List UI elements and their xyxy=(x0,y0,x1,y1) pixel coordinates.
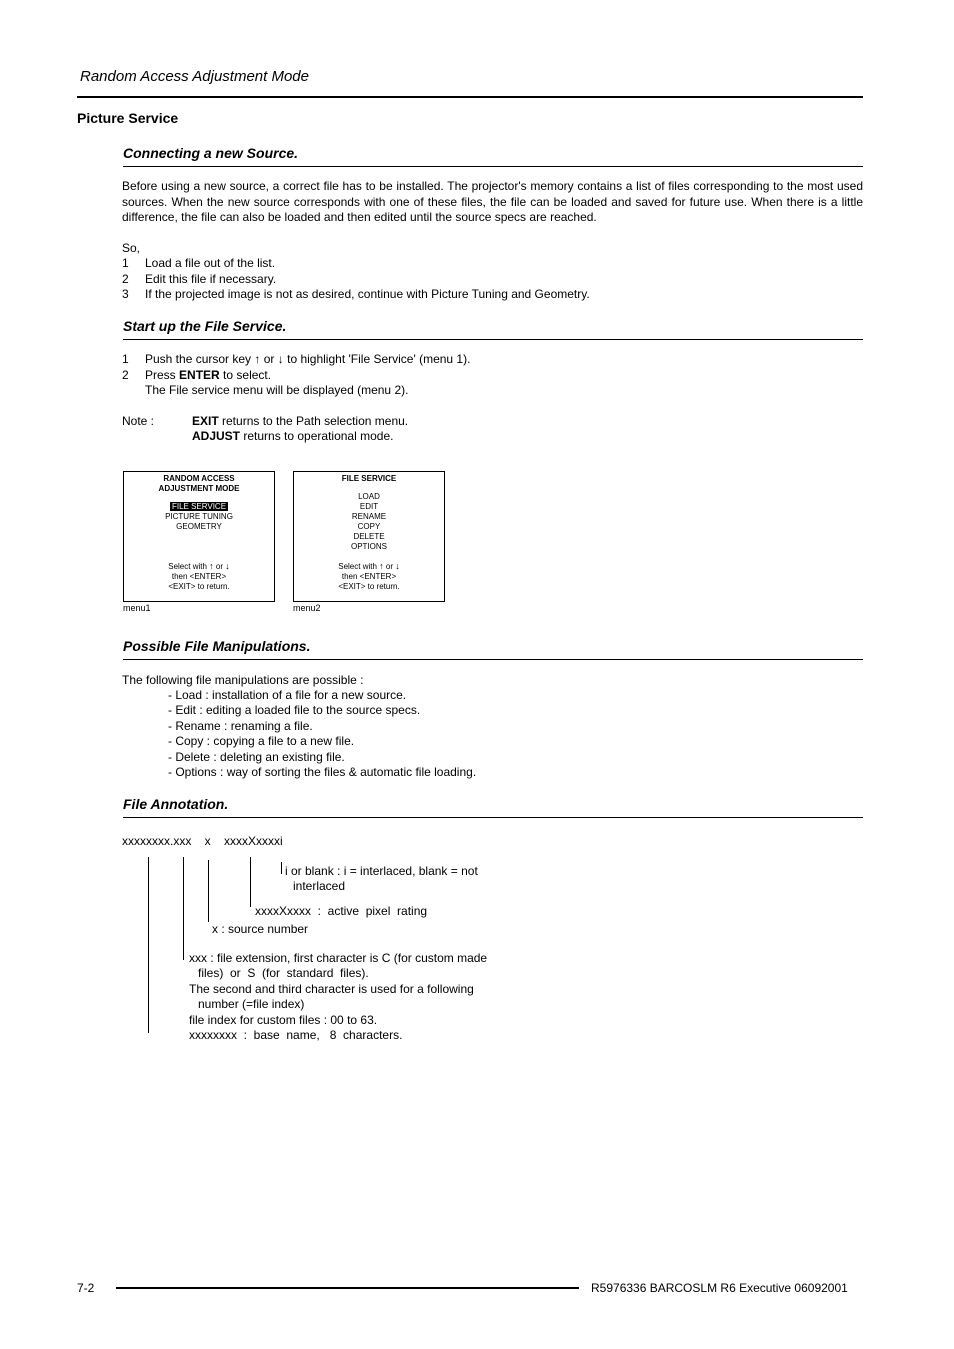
bracket-base-name xyxy=(148,857,149,1033)
exit-key: EXIT xyxy=(192,414,219,428)
menu2-item-options: OPTIONS xyxy=(350,542,387,551)
startup-rule xyxy=(123,339,863,340)
startup-step-2-cont: The File service menu will be displayed (menu 2). xyxy=(145,383,409,397)
step-text: Push the cursor key xyxy=(145,352,252,366)
menu2-item-edit: EDIT xyxy=(359,502,379,511)
anno-ext-2: files) or S (for standard files). xyxy=(198,966,369,980)
manipulations-rule xyxy=(123,659,863,660)
step-1 xyxy=(122,256,275,272)
anno-rating: xxxxXxxxx : active pixel rating xyxy=(255,904,428,918)
manip-delete: - Delete : deleting an existing file. xyxy=(168,750,345,764)
manipulations-title: Possible File Manipulations. xyxy=(123,638,311,654)
step-number: 2 xyxy=(122,368,129,382)
menu1-title xyxy=(124,474,274,494)
menu2-item-copy: COPY xyxy=(357,522,381,531)
menu2-item-load: LOAD xyxy=(358,492,380,501)
step-number: 1 xyxy=(122,256,129,270)
menu2-item-delete: DELETE xyxy=(353,532,385,541)
menu2-footer xyxy=(294,561,444,592)
step-number: 2 xyxy=(122,272,129,286)
anno-interlace-2: interlaced xyxy=(293,879,346,893)
anno-base: xxxxxxxx : base name, 8 characters. xyxy=(189,1028,403,1042)
bracket-rating xyxy=(250,857,251,907)
step-3 xyxy=(122,287,590,303)
menu2-foot-line2: then <ENTER> xyxy=(341,572,397,581)
menu1-foot-line3: <EXIT> to return. xyxy=(168,582,230,591)
bracket-source xyxy=(208,860,209,922)
arrow-down-icon: ↓ xyxy=(225,561,230,571)
note-1 xyxy=(122,414,408,430)
manip-options: - Options : way of sorting the files & automatic file loading. xyxy=(168,765,477,779)
enter-key: ENTER xyxy=(179,368,220,382)
annotation-format: xxxxxxxx.xxx x xxxxXxxxxi xyxy=(122,834,283,848)
menu1-screen xyxy=(123,471,275,602)
running-header: Random Access Adjustment Mode xyxy=(80,68,309,85)
page-number: 7-2 xyxy=(77,1281,95,1295)
note-text: returns to operational mode. xyxy=(243,429,394,443)
anno-ext-1: xxx : file extension, first character is C (for custom made xyxy=(189,951,488,965)
manip-load: - Load : installation of a file for a new source. xyxy=(168,688,407,702)
section-title: Picture Service xyxy=(77,110,179,126)
menu2-foot-line1: Select with ↑ or ↓ xyxy=(338,561,400,571)
footer-rule xyxy=(116,1287,579,1289)
note-text: returns to the Path selection menu. xyxy=(222,414,409,428)
menu1-item-geometry: GEOMETRY xyxy=(176,522,222,531)
menu2-screen xyxy=(293,471,445,602)
step-2 xyxy=(122,272,276,288)
step-text: Edit this file if necessary. xyxy=(145,272,277,286)
step-text: Press xyxy=(145,368,176,382)
arrow-up-icon: ↑ xyxy=(379,561,384,571)
menu2-item-rename: RENAME xyxy=(351,512,387,521)
menu1-items xyxy=(124,502,274,532)
menu2-items xyxy=(294,492,444,552)
or-text: or xyxy=(263,352,275,366)
manipulations-intro: The following file manipulations are possible : xyxy=(122,673,364,687)
arrow-down-icon: ↓ xyxy=(395,561,400,571)
step-number: 1 xyxy=(122,352,129,366)
menu1-foot-line1: Select with ↑ or ↓ xyxy=(168,561,230,571)
menu1-item-file-service: FILE SERVICE xyxy=(171,502,227,511)
menu1-title-line2: ADJUSTMENT MODE xyxy=(158,484,240,493)
step-text-end: to highlight 'File Service' (menu 1). xyxy=(287,352,471,366)
annotation-title: File Annotation. xyxy=(123,796,229,812)
step-number: 3 xyxy=(122,287,129,301)
menu2-foot-line3: <EXIT> to return. xyxy=(338,582,400,591)
connecting-rule xyxy=(123,166,863,167)
document-id: R5976336 BARCOSLM R6 Executive 06092001 xyxy=(591,1281,848,1295)
startup-step-2 xyxy=(122,368,271,384)
arrow-up-icon: ↑ xyxy=(254,352,261,366)
note-2 xyxy=(122,429,393,445)
note-label: Note : xyxy=(122,414,155,428)
step-text: If the projected image is not as desired, continue with Picture Tuning and Geometry. xyxy=(145,287,590,301)
manip-edit: - Edit : editing a loaded file to the source specs. xyxy=(168,703,421,717)
menu1-foot-line2: then <ENTER> xyxy=(171,572,227,581)
annotation-rule xyxy=(123,817,863,818)
connecting-paragraph: Before using a new source, a correct file has to be installed. The projector's memory contains a list of files corresponding to the most used sources. When the new source corresponds with one of these files, the file can be loaded and saved for future use. When there is a little difference, the file can also be loaded and then edited until the source specs are reached. xyxy=(122,179,863,224)
menu1-title-line1: RANDOM ACCESS xyxy=(163,474,235,483)
menu1-item-picture-tuning: PICTURE TUNING xyxy=(165,512,233,521)
anno-source: x : source number xyxy=(212,922,309,936)
manip-rename: - Rename : renaming a file. xyxy=(168,719,313,733)
anno-ext-4: number (=file index) xyxy=(198,997,305,1011)
startup-step-1 xyxy=(122,352,470,368)
arrow-down-icon: ↓ xyxy=(277,352,284,366)
anno-ext-3: The second and third character is used for a following xyxy=(189,982,474,996)
adjust-key: ADJUST xyxy=(192,429,241,443)
bracket-interlace xyxy=(281,862,282,874)
startup-title: Start up the File Service. xyxy=(123,318,287,334)
step-text: Load a file out of the list. xyxy=(145,256,276,270)
manip-copy: - Copy : copying a file to a new file. xyxy=(168,734,355,748)
anno-interlace-1: i or blank : i = interlaced, blank = not xyxy=(285,864,478,878)
menu2-title: FILE SERVICE xyxy=(341,474,397,483)
menu2-caption: menu2 xyxy=(293,603,321,613)
connecting-title: Connecting a new Source. xyxy=(123,145,299,161)
bracket-extension xyxy=(183,857,184,960)
menu1-caption: menu1 xyxy=(123,603,151,613)
arrow-up-icon: ↑ xyxy=(209,561,214,571)
anno-ext-5: file index for custom files : 00 to 63. xyxy=(189,1013,378,1027)
so-line: So, xyxy=(122,241,141,255)
header-rule xyxy=(77,96,863,98)
step-text-end: to select. xyxy=(223,368,272,382)
menu1-footer xyxy=(124,561,274,592)
